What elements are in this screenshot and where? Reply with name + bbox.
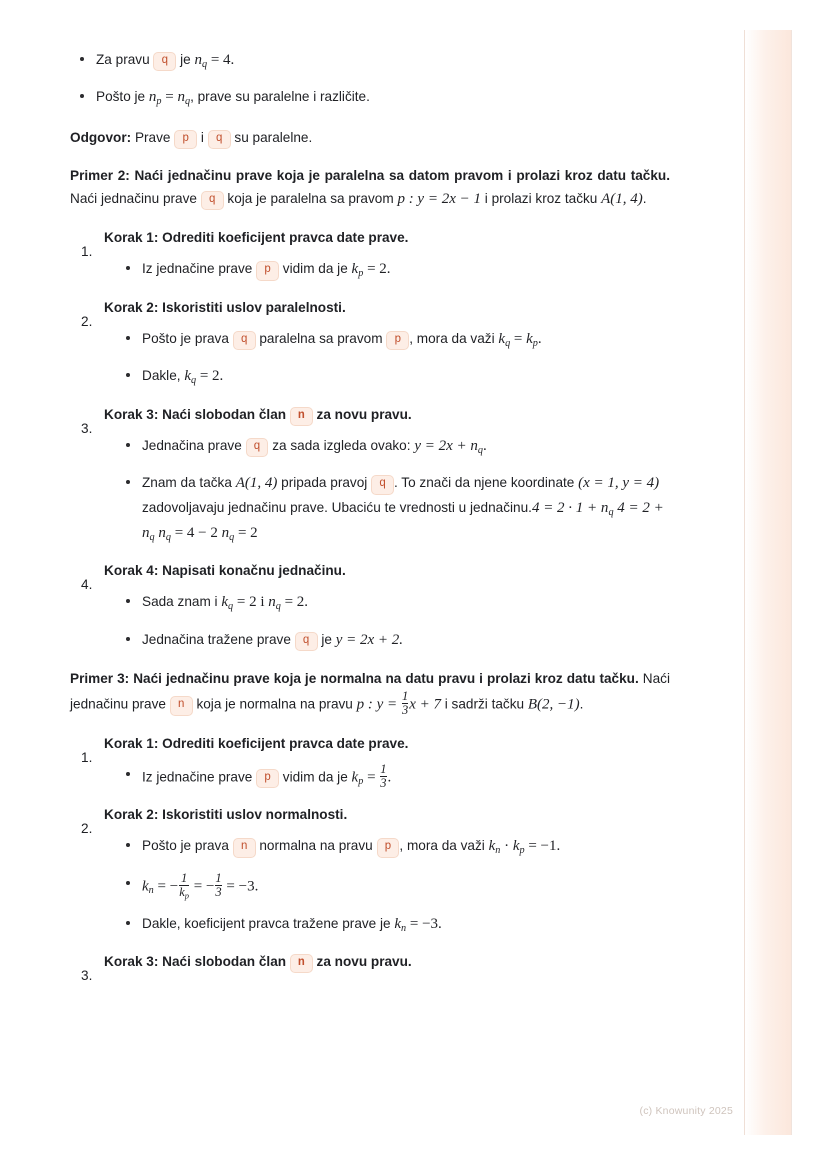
- primer-2-title: Primer 2: Naći jednačinu prave koja je paralelna sa datom pravom i prolazi kroz datu tačku.: [70, 168, 670, 184]
- text: Iz jednačine prave: [142, 768, 257, 784]
- math-coordinates: (x = 1, y = 4): [578, 475, 660, 492]
- step-item: [70, 560, 670, 652]
- inline-code-p: p: [256, 769, 279, 788]
- answer-label: Odgovor:: [70, 129, 132, 145]
- text: normalna na pravu: [255, 838, 377, 854]
- primer-3-steps: [70, 733, 670, 974]
- inline-code-p: p: [256, 261, 279, 280]
- math-n: n: [194, 52, 202, 68]
- text: Dakle,: [142, 368, 185, 384]
- text: Znam da tačka: [142, 475, 236, 491]
- math-sub-q: q: [165, 531, 171, 543]
- text: vidim da je: [279, 768, 352, 784]
- text: zadovoljavaju jednačinu prave. Ubaciću te vrednosti u jednačinu.: [142, 499, 532, 515]
- primer-3-heading: [70, 668, 670, 717]
- step-title: Korak 2: Iskoristiti uslov paralelnosti.: [104, 299, 346, 315]
- math-sub-p: p: [519, 845, 525, 857]
- inline-code-p: p: [174, 130, 197, 149]
- math-k: k: [184, 368, 191, 385]
- step-bullets: [116, 763, 670, 791]
- math-tail: .: [387, 768, 392, 785]
- math-point-a: A(1, 4): [235, 475, 278, 492]
- text: Sada znam i: [142, 594, 222, 610]
- math-eq-2: = 2.: [280, 594, 309, 611]
- text: Pošto je prava: [142, 838, 233, 854]
- step-title: [104, 951, 670, 973]
- math-sub-n: n: [495, 845, 501, 857]
- math-sub-n: n: [148, 884, 154, 896]
- step-title-text: Korak 3: Naći slobodan član: [104, 406, 290, 422]
- math-calc-4-tail: = 2: [234, 524, 258, 541]
- math-k: k: [526, 330, 533, 347]
- list-item: [116, 257, 670, 282]
- inline-code-n: n: [290, 954, 313, 973]
- inline-code-q: q: [201, 191, 224, 210]
- math-calc-4: n: [221, 524, 230, 541]
- decorative-gradient-band: [745, 30, 791, 1135]
- inline-code-n: n: [290, 407, 313, 426]
- text: Prave: [131, 129, 175, 145]
- text: paralelna sa pravom: [255, 330, 387, 346]
- math-point-b: B(2, −1): [527, 696, 580, 713]
- text: koja je paralelna sa pravom: [223, 191, 398, 207]
- text: i sadrži tačku: [440, 696, 528, 712]
- copyright-watermark: (c) Knowunity 2025: [639, 1105, 733, 1117]
- step-title: [104, 404, 670, 426]
- math-sub-n: n: [401, 922, 407, 934]
- step-title-text: za novu pravu.: [312, 954, 412, 970]
- document-content: [70, 30, 670, 975]
- math-fraction: $\frac{1}{k_p}$: [179, 870, 189, 900]
- math-equation-head: p : y =: [356, 696, 401, 713]
- text: Za pravu: [96, 52, 154, 67]
- list-item: [116, 327, 670, 352]
- math-point-a: A(1, 4): [601, 191, 643, 208]
- text: , mora da važi: [409, 330, 499, 346]
- inline-code-q: q: [371, 475, 394, 494]
- text: pripada pravoj: [277, 475, 372, 491]
- text: i: [197, 129, 208, 145]
- math-n: n: [177, 89, 185, 106]
- list-item: [70, 48, 670, 73]
- text: vidim da je: [279, 261, 352, 277]
- list-item: [116, 628, 670, 652]
- primer-2-steps: [70, 227, 670, 652]
- math-k: k: [394, 915, 402, 932]
- inline-code-q: q: [208, 130, 231, 149]
- math-k: k: [221, 594, 229, 611]
- step-title: Korak 4: Napisati konačnu jednačinu.: [104, 563, 346, 579]
- math-fraction: $\frac{1}{3}$: [215, 870, 222, 899]
- math-calc-2: 4 = 2 + n: [142, 499, 664, 541]
- math-sub-q: q: [229, 531, 235, 543]
- inline-code-n: n: [170, 696, 193, 715]
- math-tail: = 2.: [363, 261, 391, 278]
- math-tail: .: [537, 330, 542, 347]
- text: Pošto je prava: [142, 330, 233, 346]
- step-title: Korak 1: Odrediti koeficijent pravca date prave.: [104, 735, 409, 751]
- math-tail: = −3.: [406, 915, 442, 932]
- math-sub-p: p: [358, 268, 364, 280]
- step-bullets: [116, 257, 670, 282]
- math-sub-q: q: [190, 375, 197, 386]
- math-equals: =: [510, 330, 527, 347]
- inline-code-p: p: [377, 838, 400, 857]
- math-sub-q: q: [149, 531, 155, 543]
- list-item: [116, 872, 670, 900]
- math-eq-2: = −: [190, 877, 215, 894]
- intro-bullet-list: [70, 48, 670, 111]
- math-n: n: [148, 89, 157, 106]
- math-sub-q: q: [184, 96, 191, 108]
- text: .: [579, 696, 584, 712]
- list-item: [116, 763, 670, 791]
- math-equation-p: p : y = 2x − 1: [397, 191, 481, 208]
- math-equals: =: [161, 89, 178, 106]
- math-tail: = 4.: [207, 52, 235, 68]
- math-k: k: [512, 838, 520, 855]
- step-item: [70, 227, 670, 282]
- math-equation: y = 2x + n: [414, 437, 478, 454]
- math-sub-q: q: [477, 444, 483, 456]
- step-item: [70, 297, 670, 390]
- step-bullets: [116, 434, 670, 546]
- list-item: [116, 834, 670, 859]
- math-eq-1: = −: [153, 877, 179, 894]
- inline-code-p: p: [386, 331, 409, 350]
- math-k: k: [488, 838, 496, 855]
- text: Naći jednačinu prave: [70, 670, 670, 712]
- text: Pošto je: [96, 89, 149, 105]
- text: Jednačina prave: [142, 437, 246, 453]
- math-final-equation: y = 2x + 2.: [335, 631, 404, 648]
- math-tail: = −1.: [524, 838, 561, 855]
- list-item: [116, 364, 670, 389]
- math-k: k: [498, 330, 506, 347]
- math-sub-p: p: [532, 337, 538, 349]
- math-fraction: $\frac{1}{3}$: [380, 761, 387, 790]
- math-eq-1: = 2 i: [233, 594, 269, 611]
- text: Jednačina tražene prave: [142, 631, 295, 647]
- math-fraction-den: $k_p$: [179, 884, 189, 900]
- step-bullets: [116, 327, 670, 390]
- step-item: [70, 733, 670, 791]
- text: .: [642, 191, 647, 207]
- inline-code-q: q: [295, 632, 318, 651]
- step-item: [70, 804, 670, 937]
- vertical-divider: [744, 30, 745, 1135]
- math-calc-1: 4 = 2 · 1 + n: [531, 499, 609, 516]
- text: , mora da važi: [399, 838, 489, 854]
- inline-code-q: q: [153, 52, 176, 71]
- math-tail: = 2.: [196, 368, 224, 385]
- math-sub-q: q: [228, 601, 234, 613]
- text: koja je normalna na pravu: [192, 696, 357, 712]
- text: su paralelne.: [230, 129, 313, 145]
- math-equation-tail: x + 7: [409, 696, 441, 713]
- primer-2-heading: [70, 165, 670, 211]
- answer-paragraph: [70, 127, 670, 149]
- math-calc-3: n: [154, 524, 166, 541]
- text: Iz jednačine prave: [142, 261, 257, 277]
- inline-code-q: q: [233, 331, 256, 350]
- text: . To znači da njene koordinate: [393, 475, 579, 491]
- math-dot: ·: [500, 838, 513, 855]
- math-tail: = −3.: [222, 877, 259, 894]
- step-title: Korak 1: Odrediti koeficijent pravca date prave.: [104, 230, 409, 246]
- list-item: [116, 471, 670, 546]
- math-n: n: [268, 594, 276, 611]
- step-item: [70, 404, 670, 547]
- text: za sada izgleda ovako:: [268, 437, 415, 453]
- step-title-text: za novu pravu.: [312, 406, 412, 422]
- list-item: [116, 434, 670, 459]
- primer-3-title: Primer 3: Naći jednačinu prave koja je normalna na datu pravu i prolazi kroz datu tačku.: [70, 670, 639, 686]
- math-sub-p: p: [156, 96, 162, 108]
- math-fraction: $\frac{1}{3}$: [401, 688, 409, 717]
- step-title-text: Korak 3: Naći slobodan član: [104, 954, 290, 970]
- math-sub-p: p: [358, 775, 364, 787]
- text: , prave su paralelne i različite.: [190, 89, 370, 105]
- step-bullets: [116, 590, 670, 652]
- math-k: k: [142, 877, 149, 894]
- text: i prolazi kroz tačku: [481, 191, 602, 207]
- list-item: [116, 590, 670, 615]
- text: je: [176, 52, 195, 67]
- list-item: [116, 912, 670, 937]
- list-item: [70, 85, 670, 110]
- inline-code-q: q: [246, 438, 269, 457]
- math-calc-3-tail: = 4 − 2: [170, 524, 222, 541]
- math-sub-q: q: [275, 601, 281, 613]
- math-equals: =: [363, 768, 380, 785]
- math-k: k: [351, 768, 359, 785]
- document-sheet: [48, 30, 792, 1135]
- text: je: [317, 631, 336, 647]
- step-bullets: [116, 834, 670, 937]
- math-k: k: [351, 261, 359, 278]
- text: Naći jednačinu prave: [70, 191, 201, 207]
- math-sub-q: q: [201, 58, 208, 70]
- inline-code-n: n: [233, 838, 256, 857]
- step-title: Korak 2: Iskoristiti uslov normalnosti.: [104, 807, 348, 823]
- math-sub-q: q: [505, 337, 511, 349]
- math-tail: .: [482, 437, 487, 454]
- text: Dakle, koeficijent pravca tražene prave je: [142, 915, 395, 931]
- step-item: [70, 951, 670, 973]
- math-sub-q: q: [608, 506, 614, 518]
